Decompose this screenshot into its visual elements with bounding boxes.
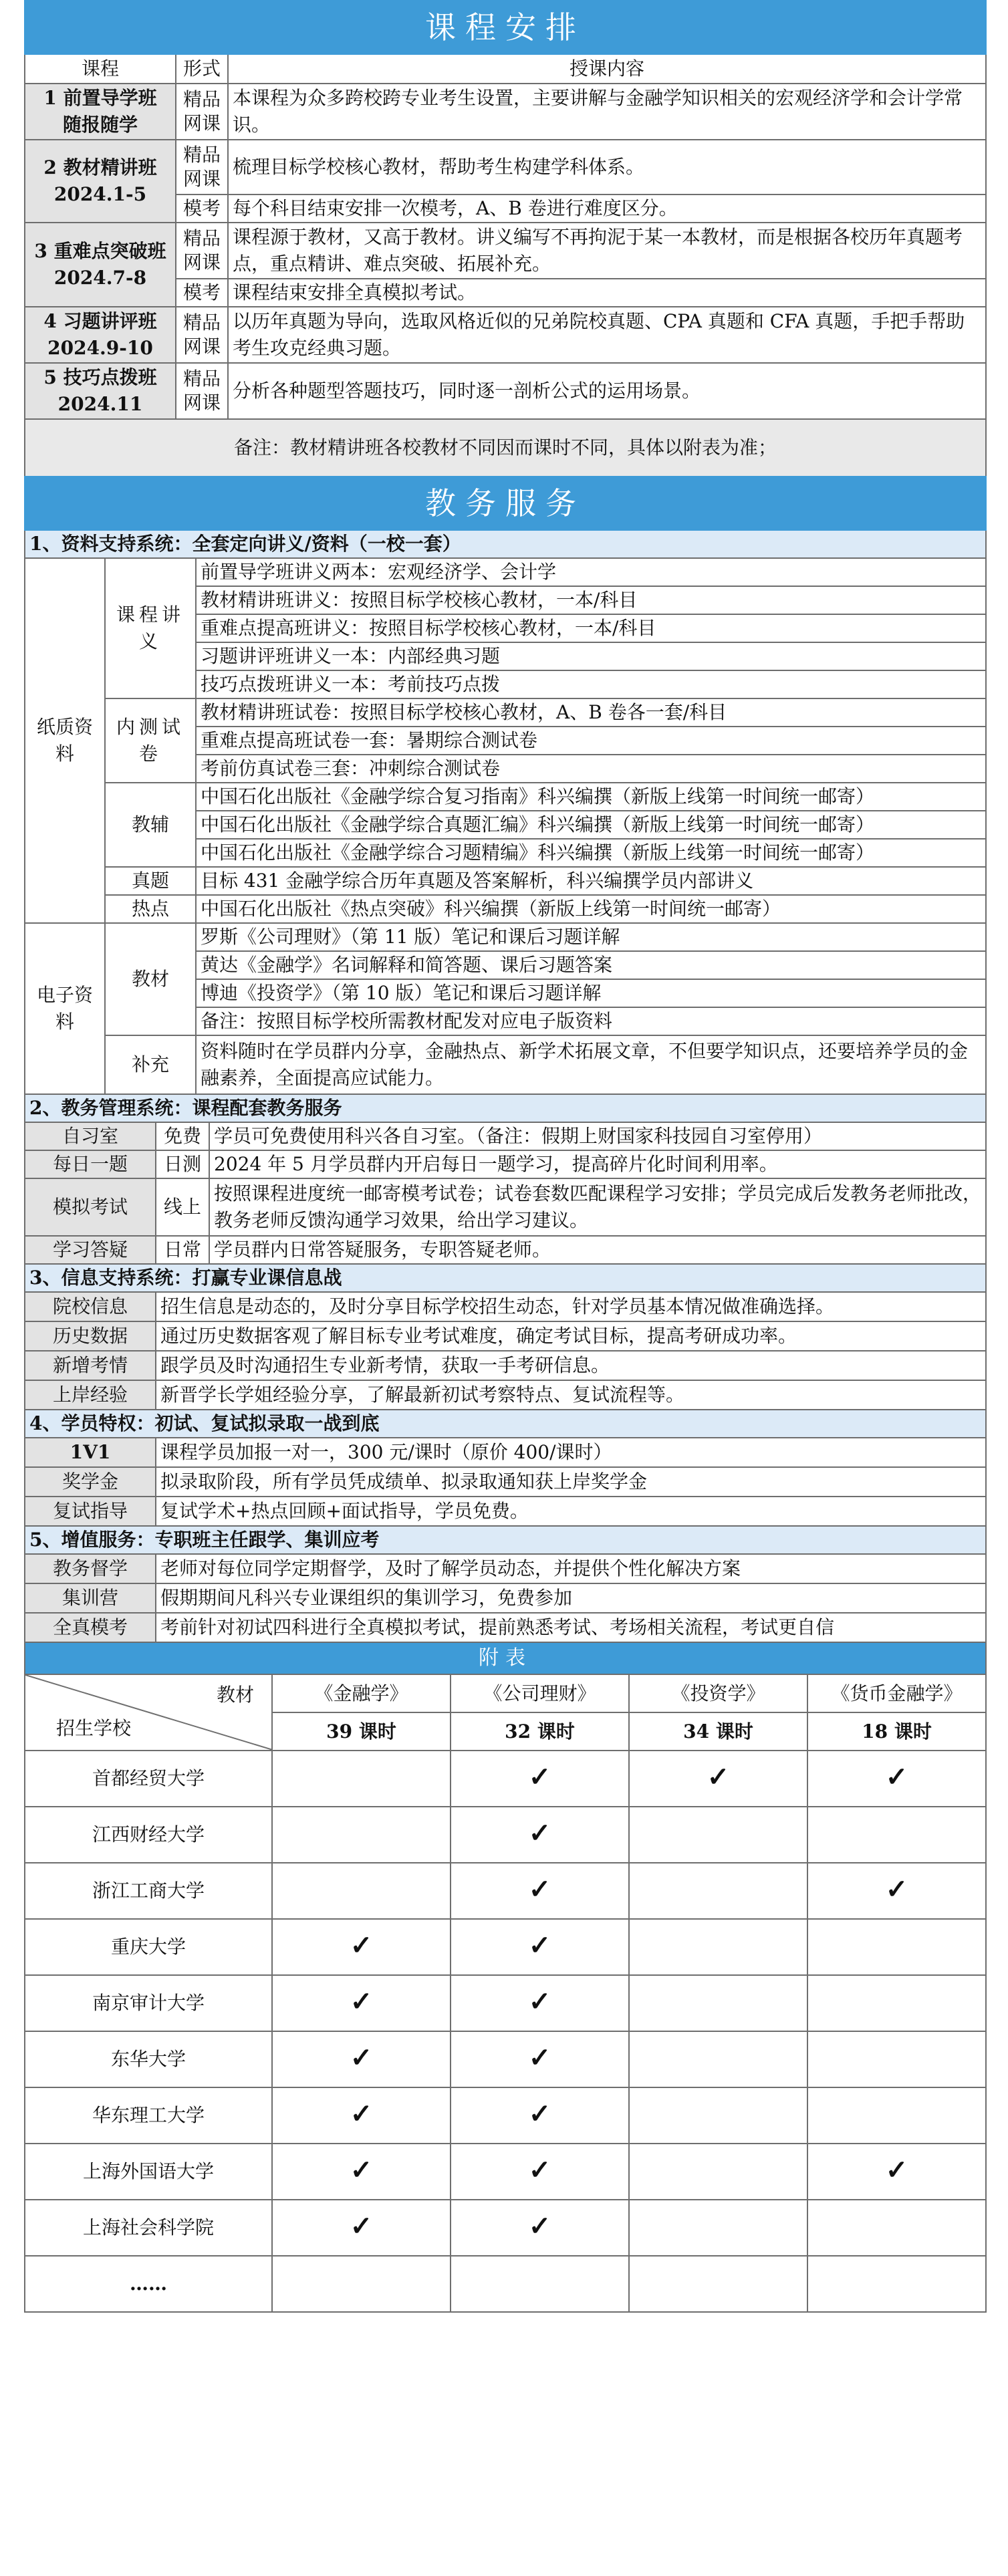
service-table-3 bbox=[24, 1263, 987, 1643]
school-row bbox=[25, 2200, 986, 2256]
check-cell bbox=[807, 1751, 986, 1807]
list-item: 教材精讲班讲义：按照目标学校核心教材，一本/科目 bbox=[196, 586, 986, 614]
schedule-note: 备注：教材精讲班各校教材不同因而课时不同，具体以附表为准； bbox=[25, 419, 986, 477]
supplement-label: 补充 bbox=[105, 1035, 196, 1094]
check-cell bbox=[451, 2200, 629, 2256]
school-name: 华东理工大学 bbox=[25, 2087, 272, 2144]
check-cell bbox=[451, 1919, 629, 1975]
check-mark-icon: ✓ bbox=[528, 1817, 551, 1849]
course-name: 1 前置导学班 随报随学 bbox=[25, 84, 176, 140]
check-cell bbox=[629, 2200, 807, 2256]
check-cell bbox=[272, 2256, 451, 2312]
course-name: 2 教材精讲班 2024.1-5 bbox=[25, 140, 176, 223]
check-mark-icon: ✓ bbox=[528, 2154, 551, 2186]
course-content: 每个科目结束安排一次模考，A、B 卷进行难度区分。 bbox=[228, 195, 986, 223]
book-hours: 18 课时 bbox=[807, 1712, 986, 1751]
course-form: 精品网课 bbox=[176, 363, 228, 419]
check-mark-icon: ✓ bbox=[350, 2042, 373, 2073]
course-name: 4 习题讲评班 2024.9-10 bbox=[25, 307, 176, 363]
row-text: 复试学术+热点回顾+面试指导，学员免费。 bbox=[156, 1497, 986, 1526]
school-name: 首都经贸大学 bbox=[25, 1751, 272, 1807]
check-cell bbox=[629, 2256, 807, 2312]
check-cell bbox=[451, 2256, 629, 2312]
list-item: 中国石化出版社《热点突破》科兴编撰（新版上线第一时间统一邮寄） bbox=[196, 895, 986, 923]
check-cell bbox=[629, 1751, 807, 1807]
list-item: 中国石化出版社《金融学综合习题精编》科兴编撰（新版上线第一时间统一邮寄） bbox=[196, 839, 986, 867]
header-form: 形式 bbox=[176, 54, 228, 84]
row-name: 教务督学 bbox=[25, 1554, 156, 1583]
header-course: 课程 bbox=[25, 54, 176, 84]
check-mark-icon: ✓ bbox=[350, 2098, 373, 2130]
check-mark-icon: ✓ bbox=[885, 1761, 908, 1793]
row-text: 按照课程进度统一邮寄模考试卷；试卷套数匹配课程学习安排；学员完成后发教务老师批改，教务老师反馈沟通学习效果，给出学习建议。 bbox=[209, 1178, 986, 1236]
school-rows bbox=[25, 1751, 986, 2312]
check-cell bbox=[629, 2031, 807, 2087]
check-cell bbox=[272, 1807, 451, 1863]
course-form: 模考 bbox=[176, 279, 228, 307]
check-mark-icon: ✓ bbox=[885, 1874, 908, 1905]
course-content: 梳理目标学校核心教材，帮助考生构建学科体系。 bbox=[228, 140, 986, 195]
row-text: 拟录取阶段，所有学员凭成绩单、拟录取通知获上岸奖学金 bbox=[156, 1467, 986, 1497]
row-name: 上岸经验 bbox=[25, 1380, 156, 1410]
page bbox=[24, 0, 985, 2313]
check-cell bbox=[451, 1751, 629, 1807]
check-mark-icon: ✓ bbox=[528, 2042, 551, 2073]
row-text: 学员可免费使用科兴各自习室。（备注：假期上财国家科技园自习室停用） bbox=[209, 1122, 986, 1150]
school-name: 东华大学 bbox=[25, 2031, 272, 2087]
check-mark-icon: ✓ bbox=[528, 2098, 551, 2130]
check-mark-icon: ✓ bbox=[350, 2154, 373, 2186]
check-cell bbox=[629, 2144, 807, 2200]
row-text: 招生信息是动态的，及时分享目标学校招生动态，针对学员基本情况做准确选择。 bbox=[156, 1292, 986, 1321]
school-row bbox=[25, 2256, 986, 2312]
row-text: 跟学员及时沟通招生专业新考情，获取一手考研信息。 bbox=[156, 1351, 986, 1380]
schedule-table bbox=[24, 0, 987, 477]
row-name: 历史数据 bbox=[25, 1321, 156, 1351]
corner-top-label: 教材 bbox=[216, 1684, 254, 1706]
check-cell bbox=[629, 1807, 807, 1863]
check-cell bbox=[629, 1975, 807, 2031]
row-text: 学员群内日常答疑服务，专职答疑老师。 bbox=[209, 1236, 986, 1264]
check-mark-icon: ✓ bbox=[528, 1874, 551, 1905]
check-cell bbox=[629, 2087, 807, 2144]
check-cell bbox=[272, 2144, 451, 2200]
section-heading: 1、资料支持系统：全套定向讲义/资料（一校一套） bbox=[25, 530, 986, 558]
header-content: 授课内容 bbox=[228, 54, 986, 84]
row-name: 全真模考 bbox=[25, 1613, 156, 1642]
section-heading: 3、信息支持系统：打赢专业课信息战 bbox=[25, 1264, 986, 1292]
book-name: 《金融学》 bbox=[272, 1674, 451, 1712]
real-exam-label: 真题 bbox=[105, 867, 196, 895]
material-label: 教材 bbox=[105, 923, 196, 1035]
row-name: 每日一题 bbox=[25, 1150, 156, 1178]
aux-label: 教辅 bbox=[105, 783, 196, 867]
row-text: 假期期间凡科兴专业课组织的集训学习，免费参加 bbox=[156, 1583, 986, 1613]
list-item: 博迪《投资学》（第 10 版）笔记和课后习题详解 bbox=[196, 979, 986, 1007]
check-cell bbox=[629, 1863, 807, 1919]
book-name: 《投资学》 bbox=[629, 1674, 807, 1712]
row-tag: 免费 bbox=[156, 1122, 209, 1150]
check-mark-icon: ✓ bbox=[528, 2210, 551, 2242]
check-cell bbox=[807, 2144, 986, 2200]
check-cell bbox=[807, 1975, 986, 2031]
row-text: 老师对每位同学定期督学，及时了解学员动态，并提供个性化解决方案 bbox=[156, 1554, 986, 1583]
check-mark-icon: ✓ bbox=[528, 1930, 551, 1961]
school-name: 上海社会科学院 bbox=[25, 2200, 272, 2256]
school-row bbox=[25, 1919, 986, 1975]
check-cell bbox=[807, 1863, 986, 1919]
school-name: 上海外国语大学 bbox=[25, 2144, 272, 2200]
check-cell bbox=[807, 2087, 986, 2144]
course-content: 课程结束安排全真模拟考试。 bbox=[228, 279, 986, 307]
course-form: 精品网课 bbox=[176, 84, 228, 140]
e-materials-label: 电子资料 bbox=[25, 923, 105, 1094]
check-mark-icon: ✓ bbox=[707, 1761, 730, 1793]
list-item: 黄达《金融学》名词解释和简答题、课后习题答案 bbox=[196, 951, 986, 979]
list-item: 目标 431 金融学综合历年真题及答案解析，科兴编撰学员内部讲义 bbox=[196, 867, 986, 895]
check-cell bbox=[451, 1863, 629, 1919]
row-tag: 线上 bbox=[156, 1178, 209, 1236]
row-name: 自习室 bbox=[25, 1122, 156, 1150]
check-cell bbox=[451, 2031, 629, 2087]
school-row bbox=[25, 1975, 986, 2031]
row-name: 奖学金 bbox=[25, 1467, 156, 1497]
book-hours: 32 课时 bbox=[451, 1712, 629, 1751]
course-content: 分析各种题型答题技巧，同时逐一剖析公式的运用场景。 bbox=[228, 363, 986, 419]
service-title: 教务服务 bbox=[25, 477, 986, 530]
check-cell bbox=[807, 1919, 986, 1975]
check-cell bbox=[807, 2256, 986, 2312]
check-mark-icon: ✓ bbox=[528, 1986, 551, 2017]
school-row bbox=[25, 2144, 986, 2200]
paper-materials-label: 纸质资料 bbox=[25, 558, 105, 923]
check-cell bbox=[807, 2200, 986, 2256]
check-cell bbox=[807, 1807, 986, 1863]
row-name: 模拟考试 bbox=[25, 1178, 156, 1236]
row-text: 考前针对初试四科进行全真模拟考试，提前熟悉考试、考场相关流程，考试更自信 bbox=[156, 1613, 986, 1642]
check-cell bbox=[272, 1863, 451, 1919]
list-item: 教材精讲班试卷：按照目标学校核心教材，A、B 卷各一套/科目 bbox=[196, 698, 986, 727]
appendix-title: 附表 bbox=[25, 1642, 986, 1674]
list-item: 备注：按照目标学校所需教材配发对应电子版资料 bbox=[196, 1007, 986, 1035]
check-cell bbox=[451, 2087, 629, 2144]
check-cell bbox=[629, 1919, 807, 1975]
list-item: 重难点提高班试卷一套：暑期综合测试卷 bbox=[196, 727, 986, 755]
row-name: 新增考情 bbox=[25, 1351, 156, 1380]
list-item: 前置导学班讲义两本：宏观经济学、会计学 bbox=[196, 558, 986, 586]
course-content: 课程源于教材，又高于教材。讲义编写不再拘泥于某一本教材，而是根据各校历年真题考点，重点精讲、难点突破、拓展补充。 bbox=[228, 223, 986, 279]
school-row bbox=[25, 2031, 986, 2087]
check-mark-icon: ✓ bbox=[350, 1986, 373, 2017]
course-form: 精品网课 bbox=[176, 307, 228, 363]
row-name: 复试指导 bbox=[25, 1497, 156, 1526]
check-cell bbox=[807, 2031, 986, 2087]
course-content: 以历年真题为导向，选取风格近似的兄弟院校真题、CPA 真题和 CFA 真题，手把手帮助考生攻克经典习题。 bbox=[228, 307, 986, 363]
test-label: 内测试卷 bbox=[105, 698, 196, 783]
row-text: 2024 年 5 月学员群内开启每日一题学习，提高碎片化时间利用率。 bbox=[209, 1150, 986, 1178]
list-item: 中国石化出版社《金融学综合复习指南》科兴编撰（新版上线第一时间统一邮寄） bbox=[196, 783, 986, 811]
row-text: 通过历史数据客观了解目标专业考试难度，确定考试目标，提高考研成功率。 bbox=[156, 1321, 986, 1351]
row-name: 1V1 bbox=[25, 1438, 156, 1467]
book-name: 《货币金融学》 bbox=[807, 1674, 986, 1712]
corner-cell bbox=[25, 1674, 272, 1751]
course-content: 本课程为众多跨校跨专业考生设置，主要讲解与金融学知识相关的宏观经济学和会计学常识。 bbox=[228, 84, 986, 140]
service-table-2 bbox=[24, 1093, 987, 1265]
row-name: 集训营 bbox=[25, 1583, 156, 1613]
school-name: 南京审计大学 bbox=[25, 1975, 272, 2031]
list-item: 罗斯《公司理财》（第 11 版）笔记和课后习题详解 bbox=[196, 923, 986, 951]
lecture-label: 课程讲义 bbox=[105, 558, 196, 698]
check-cell bbox=[272, 1919, 451, 1975]
row-tag: 日常 bbox=[156, 1236, 209, 1264]
check-cell bbox=[451, 2144, 629, 2200]
check-mark-icon: ✓ bbox=[350, 1930, 373, 1961]
appendix-table bbox=[24, 1642, 987, 2313]
school-row bbox=[25, 1751, 986, 1807]
check-cell bbox=[272, 2031, 451, 2087]
check-cell bbox=[451, 1807, 629, 1863]
book-name: 《公司理财》 bbox=[451, 1674, 629, 1712]
school-name: 江西财经大学 bbox=[25, 1807, 272, 1863]
school-name: 浙江工商大学 bbox=[25, 1863, 272, 1919]
check-cell bbox=[272, 1751, 451, 1807]
list-item: 中国石化出版社《金融学综合真题汇编》科兴编撰（新版上线第一时间统一邮寄） bbox=[196, 811, 986, 839]
course-name: 3 重难点突破班 2024.7-8 bbox=[25, 223, 176, 307]
check-cell bbox=[272, 2087, 451, 2144]
row-name: 学习答疑 bbox=[25, 1236, 156, 1264]
service-table bbox=[24, 476, 987, 1095]
list-item: 考前仿真试卷三套：冲刺综合测试卷 bbox=[196, 755, 986, 783]
book-hours: 34 课时 bbox=[629, 1712, 807, 1751]
check-mark-icon: ✓ bbox=[528, 1761, 551, 1793]
check-cell bbox=[451, 1975, 629, 2031]
course-form: 精品网课 bbox=[176, 140, 228, 195]
row-tag: 日测 bbox=[156, 1150, 209, 1178]
book-hours: 39 课时 bbox=[272, 1712, 451, 1751]
schedule-title: 课程安排 bbox=[25, 1, 986, 54]
list-item: 习题讲评班讲义一本：内部经典习题 bbox=[196, 642, 986, 670]
row-text: 新晋学长学姐经验分享，了解最新初试考察特点、复试流程等。 bbox=[156, 1380, 986, 1410]
check-mark-icon: ✓ bbox=[885, 2154, 908, 2186]
check-mark-icon: ✓ bbox=[350, 2210, 373, 2242]
list-item: 资料随时在学员群内分享，金融热点、新学术拓展文章，不但要学知识点，还要培养学员的金融素养，全面提高应试能力。 bbox=[196, 1035, 986, 1094]
school-row bbox=[25, 1807, 986, 1863]
list-item: 重难点提高班讲义：按照目标学校核心教材，一本/科目 bbox=[196, 614, 986, 642]
row-name: 院校信息 bbox=[25, 1292, 156, 1321]
course-form: 模考 bbox=[176, 195, 228, 223]
school-name: …… bbox=[25, 2256, 272, 2312]
school-name: 重庆大学 bbox=[25, 1919, 272, 1975]
school-row bbox=[25, 2087, 986, 2144]
school-row bbox=[25, 1863, 986, 1919]
corner-bottom-label: 招生学校 bbox=[56, 1717, 132, 1739]
section-heading: 5、增值服务：专职班主任跟学、集训应考 bbox=[25, 1526, 986, 1554]
section-heading: 2、教务管理系统：课程配套教务服务 bbox=[25, 1094, 986, 1122]
check-cell bbox=[272, 1975, 451, 2031]
row-text: 课程学员加报一对一，300 元/课时（原价 400/课时） bbox=[156, 1438, 986, 1467]
check-cell bbox=[272, 2200, 451, 2256]
list-item: 技巧点拨班讲义一本：考前技巧点拨 bbox=[196, 670, 986, 698]
course-name: 5 技巧点拨班 2024.11 bbox=[25, 363, 176, 419]
course-form: 精品网课 bbox=[176, 223, 228, 279]
hot-topic-label: 热点 bbox=[105, 895, 196, 923]
section-heading: 4、学员特权：初试、复试拟录取一战到底 bbox=[25, 1410, 986, 1438]
